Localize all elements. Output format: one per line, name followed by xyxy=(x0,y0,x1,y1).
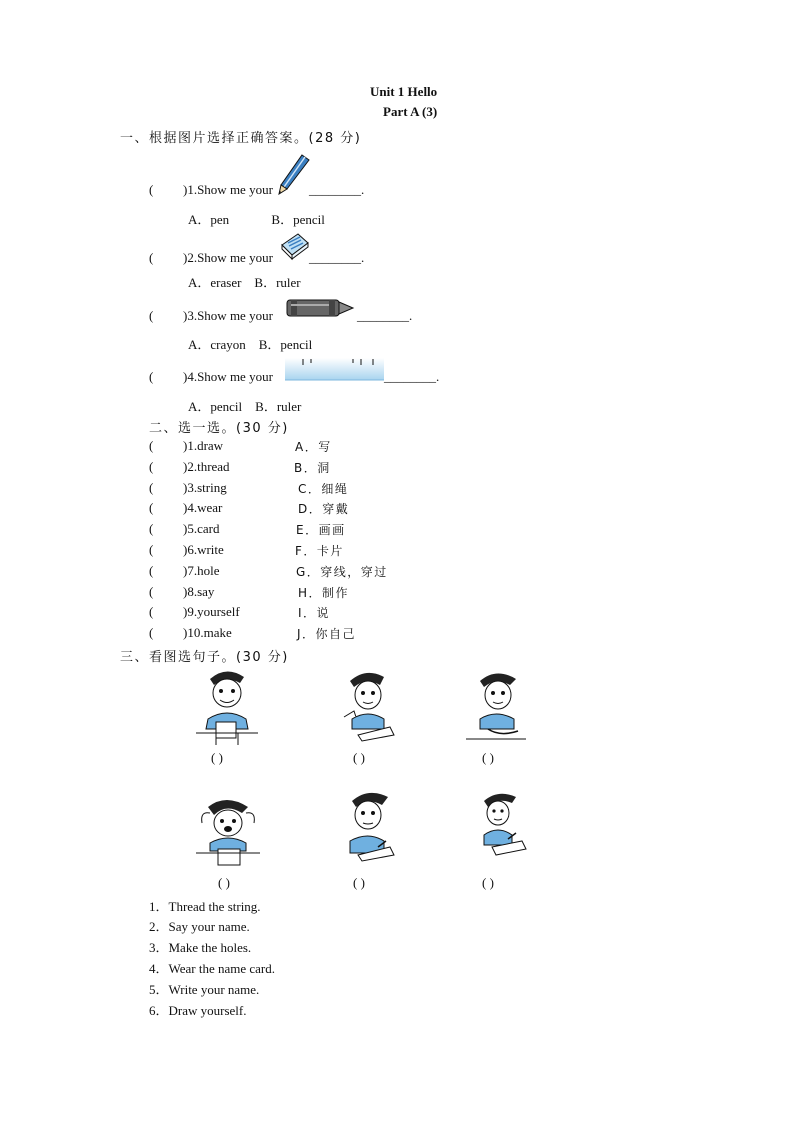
question-2-options: A．eraser B．ruler xyxy=(188,275,301,290)
question-4: ( )4.Show me your xyxy=(149,369,273,384)
sentence-2: 2．Say your name. xyxy=(149,919,250,934)
answer-paren: ( ) xyxy=(482,750,494,765)
match-answer: H．制作 xyxy=(298,586,350,600)
crayon-icon xyxy=(285,297,355,321)
question-4-options: A．pencil B．ruler xyxy=(188,399,302,414)
match-answer: J．你自己 xyxy=(297,627,357,641)
boy-saying-name-illustration xyxy=(196,793,260,869)
match-answer: C．细绳 xyxy=(298,482,349,496)
match-row: ( )4.wear xyxy=(149,500,223,515)
section3-heading: 三、看图选句子。(30 分) xyxy=(120,650,289,665)
match-row: ( )3.string xyxy=(149,480,227,495)
match-row: ( )10.make xyxy=(149,625,232,640)
match-row: ( )5.card xyxy=(149,521,220,536)
match-answer: G．穿线，穿过 xyxy=(296,565,388,579)
answer-paren: ( ) xyxy=(482,875,494,890)
sentence-6: 6．Draw yourself. xyxy=(149,1003,247,1018)
pencil-icon xyxy=(278,153,312,195)
boy-thinking-illustration xyxy=(338,667,398,745)
answer-paren: ( ) xyxy=(353,750,365,765)
question-3: ( )3.Show me your xyxy=(149,308,273,323)
match-row: ( )7.hole xyxy=(149,563,220,578)
match-row: ( )8.say xyxy=(149,584,215,599)
question-3-options: A．crayon B．pencil xyxy=(188,337,313,352)
eraser-icon xyxy=(278,231,310,261)
match-row: ( )1.draw xyxy=(149,438,224,453)
sentence-1: 1．Thread the string. xyxy=(149,899,261,914)
match-answer: I．说 xyxy=(298,606,331,620)
boy-making-holes-illustration xyxy=(474,789,530,861)
question-1-options: A．pen B．pencil xyxy=(188,212,325,227)
answer-paren: ( ) xyxy=(218,875,230,890)
page-title: Unit 1 Hello xyxy=(370,84,438,99)
match-answer: D．穿戴 xyxy=(298,502,350,516)
question-3-blank: ________. xyxy=(357,308,413,323)
question-2: ( )2.Show me your xyxy=(149,250,273,265)
section1-heading: 一、根据图片选择正确答案。(28 分) xyxy=(120,131,362,146)
answer-paren: ( ) xyxy=(353,875,365,890)
section2-heading: 二、选一选。(30 分) xyxy=(149,421,289,436)
match-answer: E．画画 xyxy=(296,523,346,537)
ruler-icon xyxy=(285,356,385,381)
sentence-5: 5．Write your name. xyxy=(149,982,260,997)
match-row: ( )6.write xyxy=(149,542,224,557)
page-subtitle: Part A (3) xyxy=(383,104,438,119)
match-row: ( )9.yourself xyxy=(149,604,240,619)
question-1: ( )1.Show me your xyxy=(149,182,273,197)
boy-threading-illustration xyxy=(466,667,528,745)
match-answer: A．写 xyxy=(295,440,332,454)
question-1-blank: ________. xyxy=(309,182,365,197)
boy-drawing-illustration xyxy=(340,789,398,865)
match-answer: B．洞 xyxy=(294,461,331,475)
sentence-3: 3．Make the holes. xyxy=(149,940,252,955)
answer-paren: ( ) xyxy=(211,750,223,765)
question-2-blank: ________. xyxy=(309,250,365,265)
match-row: ( )2.thread xyxy=(149,459,230,474)
match-answer: F．卡片 xyxy=(295,544,344,558)
sentence-4: 4．Wear the name card. xyxy=(149,961,276,976)
boy-wearing-name-card-illustration xyxy=(196,667,258,747)
question-4-blank: ________. xyxy=(384,369,440,384)
